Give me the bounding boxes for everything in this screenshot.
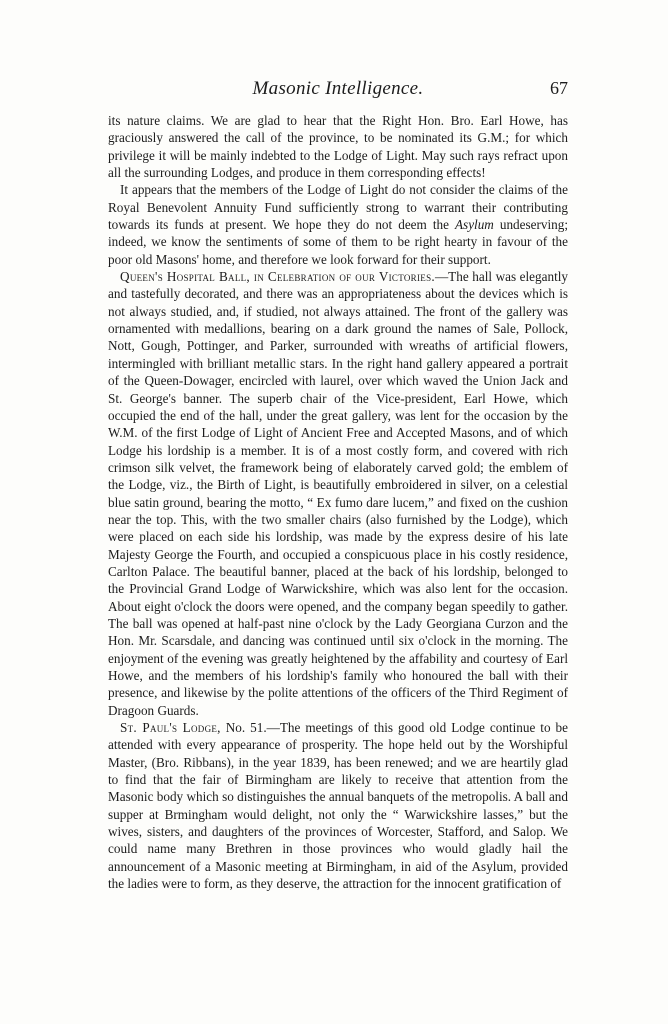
paragraph <box>108 268 568 719</box>
section-heading: Queen's Hospital Ball, in Celebration of our Victories. <box>120 269 435 285</box>
running-title: Masonic Intelligence. <box>252 78 424 99</box>
paragraph <box>108 719 568 892</box>
text-run: its nature claims. We are glad to hear that the Right Hon. Bro. Earl Howe, has graciously answered the call of the province, to be nominated its G.M.; for which privilege it will be mainly indebted to the Lodge of Light. May such rays refract upon all the surrounding Lodges, and produce in them corresponding effects! <box>108 113 568 181</box>
section-heading: St. Paul's Lodge, <box>120 720 221 736</box>
text-run: undeserving; indeed, we know the sentiments of some of them to be right hearty in favour of the poor old Masons' home, and therefore we look forward for their support. <box>108 217 568 267</box>
text-run: No. 51.—The meetings of this good old Lodge continue to be attended with every appearance of prosperity. The hope held out by the Worshipful Master, (Bro. Ribbans), in the year 1839, has been renewed; and we are heartily glad to find that the fair of Birmingham are likely to receive that attention from the Masonic body which so distinguishes the annual banquets of the metropolis. A ball and supper at Brmingham would delight, not only the “ Warwickshire lasses,” but the wives, sisters, and daughters of the provinces of Worcester, Stafford, and Salop. We could name many Brethren in those provinces who would gladly hail the announcement of a Masonic meeting at Birmingham, in aid of the Asylum, provided the ladies were to form, as they deserve, the attraction for the innocent gratification of <box>108 720 568 892</box>
italic-text: Asylum <box>455 217 494 233</box>
paragraph <box>108 112 568 181</box>
page-number: 67 <box>550 78 568 98</box>
running-head <box>108 78 568 100</box>
text-run: It appears that the members of the Lodge of Light do not consider the claims of the Royal Benevolent Annuity Fund sufficiently strong to warrant their contributing towards its funds at present. We hope they do not deem the <box>108 182 568 233</box>
paragraph <box>108 181 568 268</box>
article-body <box>108 112 568 892</box>
text-run: —The hall was elegantly and tastefully decorated, and there was an appropriateness about the devices which is not always studied, and, if studied, not always attained. The front of the gallery was ornamented with medallions, bearing on a dark ground the names of Sale, Pollock, Nott, Gough, Pottinger, and Parker, surrounded with wreaths of artificial flowers, intermingled with brilliant metallic stars. In the right hand gallery appeared a portrait of the Queen-Dowager, encircled with laurel, over which waved the Union Jack and St. George's banner. The superb chair of the Vice-president, Earl Howe, which occupied the end of the hall, under the great gallery, was lent for the occasion by the W.M. of the first Lodge of Light of Ancient Free and Accepted Masons, and of which Lodge his lordship is a member. It is of a most costly form, and covered with rich crimson silk velvet, the framework being of elaborately carved gold; the emblem of the Lodge, viz., the Birth of Light, is beautifully embroidered in silver, on a celestial blue satin ground, bearing the motto, “ Ex fumo dare lucem,” and fixed on the cushion near the top. This, with the two smaller chairs (also furnished by the Lodge), which were placed on each side his lordship, was made by the express desire of his late Majesty George the Fourth, and occupied a conspicuous place in his costly residence, Carlton Palace. The beautiful banner, placed at the back of his lordship, belonged to the Provincial Grand Lodge of Warwickshire, which was also lent for the occasion. About eight o'clock the doors were opened, and the company began speedily to gather. The ball was opened at half-past nine o'clock by the Lady Georgiana Curzon and the Hon. Mr. Scarsdale, and dancing was continued until six o'clock in the morning. The enjoyment of the evening was greatly heightened by the affability and courtesy of Earl Howe, and the members of his lordship's family who honoured the ball with their presence, and likewise by the polite attentions of the officers of the Third Regiment of Dragoon Guards. <box>108 269 568 718</box>
